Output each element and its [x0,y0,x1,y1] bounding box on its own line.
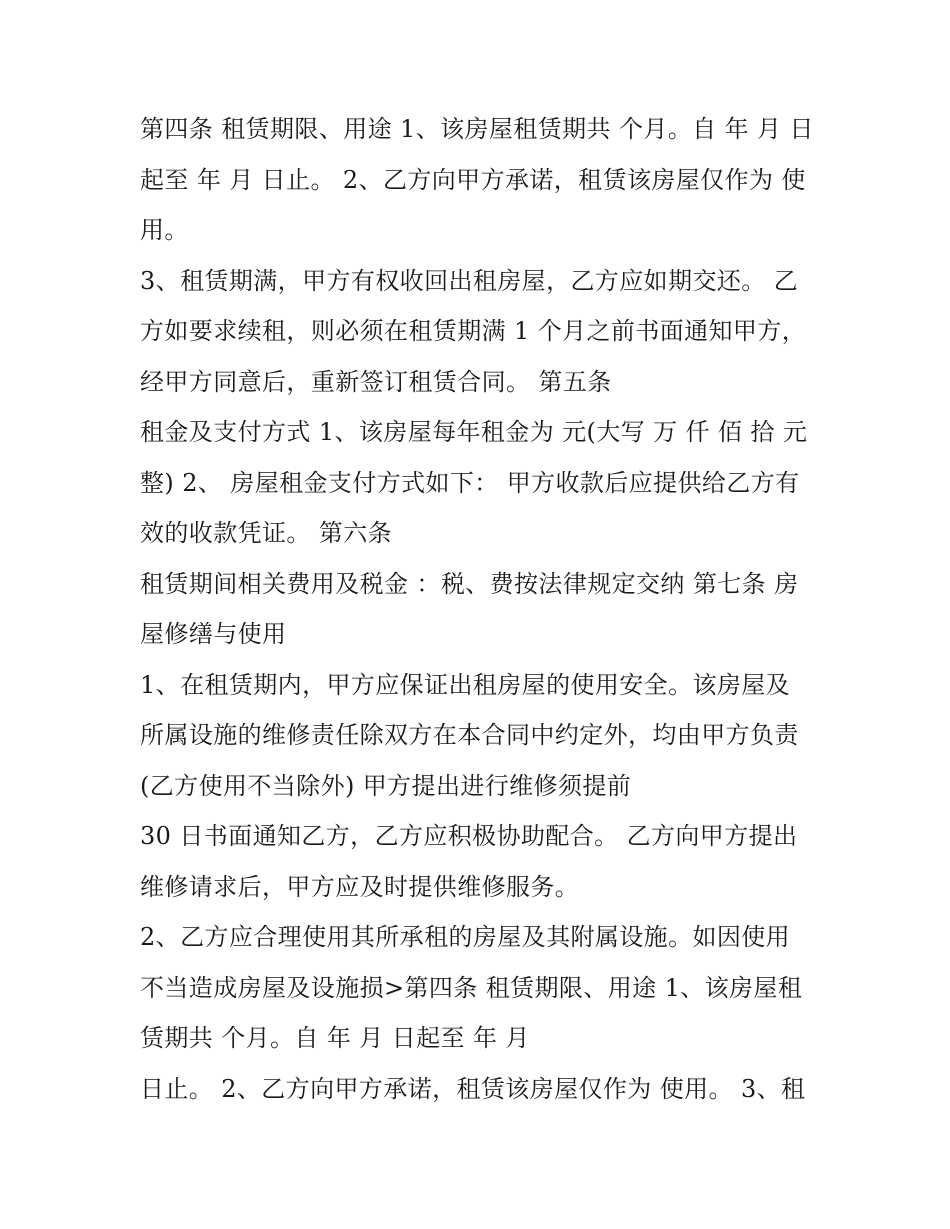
text-line: 第四条 租赁期限、用途 1、该房屋租赁期共 个月。自 年 月 日 [140,115,814,143]
text-line: 2、乙方应合理使用其所承租的房屋及其附属设施。如因使用 [140,923,791,951]
text-line: 不当造成房屋及设施损>第四条 租赁期限、用途 1、该房屋租 [140,973,803,1002]
text-line: 日止。 2、乙方向甲方承诺，租赁该房屋仅作为 使用。 3、租 [140,1074,806,1103]
text-line: 维修请求后，甲方应及时提供维修服务。 [140,872,580,901]
text-line: 用。 [140,216,189,244]
text-line: 赁期共 个月。自 年 月 日起至 年 月 [140,1024,530,1052]
document-body [140,104,820,1114]
text-line: 租赁期间相关费用及税金 ：税、费按法律规定交纳 第七条 房 [140,569,799,598]
text-line: 整) 2、 房屋租金支付方式如下： 甲方收款后应提供给乙方有 [140,468,800,497]
text-line: 租金及支付方式 1、该房屋每年租金为 元(大写 万 仟 佰 拾 元 [140,418,808,446]
text-line: 3、租赁期满，甲方有权收回出租房屋，乙方应如期交还。 乙 [140,266,799,295]
text-line: 效的收款凭证。 第六条 [140,519,393,547]
text-line: 方如要求续租，则必须在租赁期满 1 个月之前书面通知甲方， [140,317,807,345]
text-line: 经甲方同意后，重新签订租赁合同。 第五条 [140,367,612,396]
text-line: (乙方使用不当除外) 甲方提出进行维修须提前 [140,771,632,800]
text-line: 所属设施的维修责任除双方在本合同中约定外，均由甲方负责 [140,721,799,749]
text-line: 30 日书面通知乙方，乙方应积极协助配合。 乙方向甲方提出 [140,822,798,850]
text-line: 1、在租赁期内，甲方应保证出租房屋的使用安全。该房屋及 [140,670,791,699]
text-line: 起至 年 月 日止。 2、乙方向甲方承诺，租赁该房屋仅作为 使 [140,165,806,194]
text-line: 屋修缮与使用 [140,620,287,648]
